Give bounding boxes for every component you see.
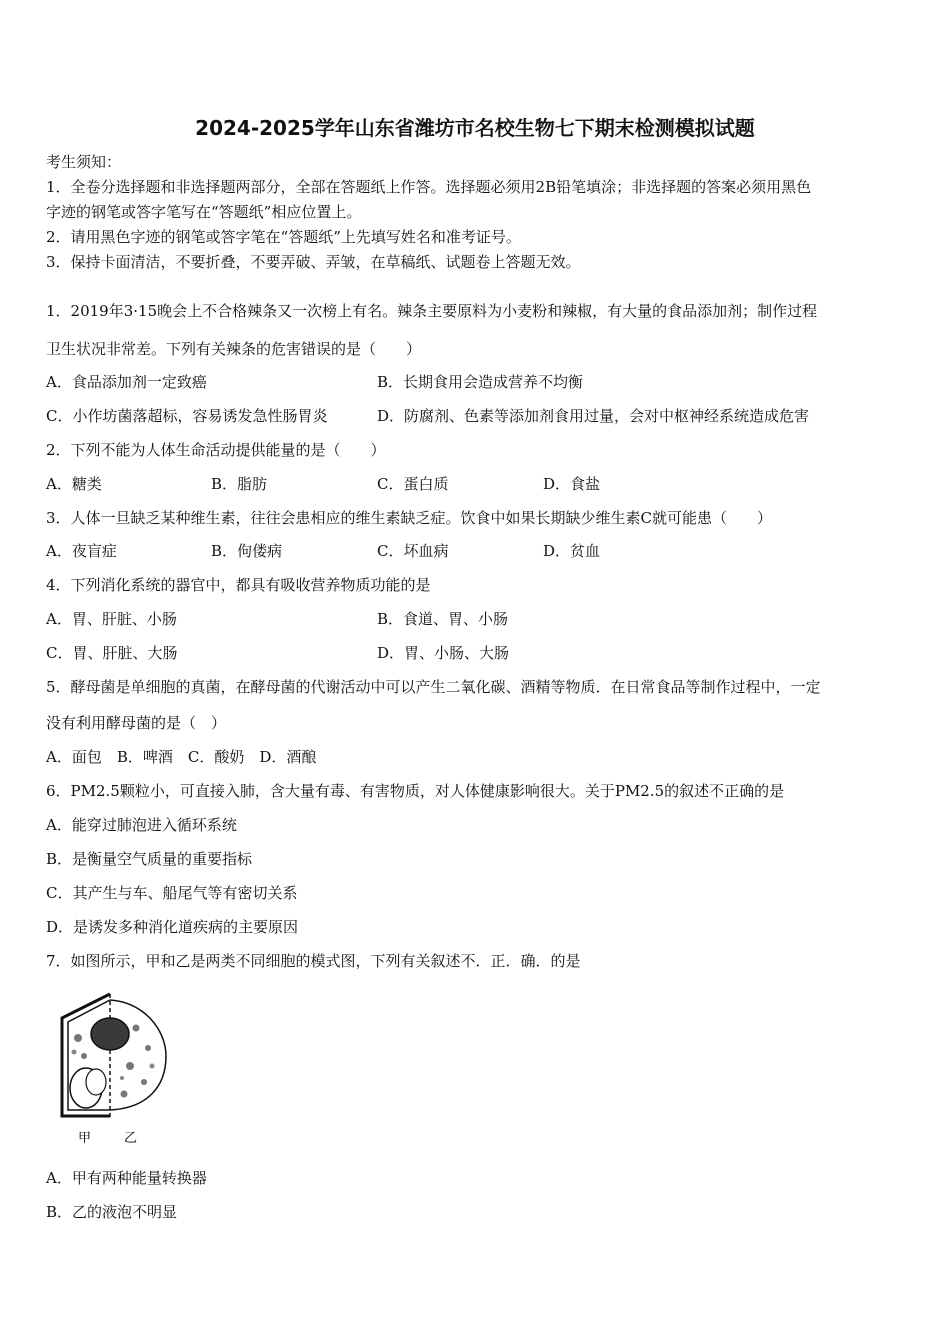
q3-stem: 3．人体一旦缺乏某种维生素，往往会患相应的维生素缺乏症。饮食中如果长期缺少维生素C就可能患（ ） [46, 509, 773, 527]
organelle [72, 1050, 77, 1055]
organelle [133, 1025, 140, 1032]
q6-option-b: B．是衡量空气质量的重要指标 [46, 850, 253, 868]
notice-heading: 考生须知： [46, 153, 122, 171]
q3-option-b: B．佝偻病 [211, 542, 283, 560]
q1-option-c: C．小作坊菌落超标，容易诱发急性肠胃炎 [46, 407, 328, 425]
q1-stem: 1．2019年3·15晚会上不合格辣条又一次榜上有名。辣条主要原料为小麦粉和辣椒，有大量的食品添加剂；制作过程 [46, 302, 818, 320]
organelle [74, 1034, 82, 1042]
q6-option-c: C．其产生与车、船尾气等有密切关系 [46, 884, 298, 902]
figure-label-left: 甲 [78, 1131, 92, 1146]
q2-option-c: C．蛋白质 [377, 475, 449, 493]
figure-label-right: 乙 [124, 1131, 138, 1146]
organelle [120, 1076, 124, 1080]
organelle [150, 1064, 155, 1069]
cell-membrane-right [110, 1000, 166, 1110]
q4-option-c: C．胃、肝脏、大肠 [46, 644, 178, 662]
organelle [81, 1053, 87, 1059]
q1-option-a: A．食品添加剂一定致癌 [46, 373, 207, 391]
q5-stem: 5．酵母菌是单细胞的真菌，在酵母菌的代谢活动中可以产生二氧化碳、酒精等物质．在日常食品等制作过程中，一定 [46, 678, 821, 696]
q3-option-d: D．贫血 [543, 542, 601, 560]
cell-diagram-svg [44, 990, 174, 1150]
q2-option-b: B．脂肪 [211, 475, 268, 493]
q5-stem-cont: 没有利用酵母菌的是（ ） [46, 714, 227, 732]
q1-stem-cont: 卫生状况非常差。下列有关辣条的危害错误的是（ ） [46, 340, 422, 358]
q6-stem: 6．PM2.5颗粒小，可直接入肺，含大量有毒、有害物质，对人体健康影响很大。关于PM2.5的叙述不正确的是 [46, 782, 785, 800]
q7-option-b: B．乙的液泡不明显 [46, 1203, 178, 1221]
cell-diagram [44, 990, 174, 1150]
q4-option-b: B．食道、胃、小肠 [377, 610, 509, 628]
q6-option-a: A．能穿过肺泡进入循环系统 [46, 816, 237, 834]
q2-stem: 2．下列不能为人体生命活动提供能量的是（ ） [46, 441, 386, 459]
notice-item: 3．保持卡面清洁，不要折叠，不要弄破、弄皱，在草稿纸、试题卷上答题无效。 [46, 253, 581, 271]
q3-option-c: C．坏血病 [377, 542, 449, 560]
q7-stem: 7．如图所示，甲和乙是两类不同细胞的模式图，下列有关叙述不．正．确．的是 [46, 952, 581, 970]
q1-option-b: B．长期食用会造成营养不均衡 [377, 373, 584, 391]
q4-option-a: A．胃、肝脏、小肠 [46, 610, 177, 628]
q7-option-a: A．甲有两种能量转换器 [46, 1169, 207, 1187]
q4-option-d: D．胃、小肠、大肠 [377, 644, 510, 662]
nucleus [91, 1018, 129, 1050]
q2-option-d: D．食盐 [543, 475, 601, 493]
organelle [145, 1045, 151, 1051]
notice-item: 2．请用黑色字迹的钢笔或答字笔在“答题纸”上先填写姓名和准考证号。 [46, 228, 521, 246]
organelle [121, 1091, 128, 1098]
notice-item: 字迹的钢笔或答字笔写在“答题纸”相应位置上。 [46, 203, 362, 221]
q5-options: A．面包 B．啤酒 C．酸奶 D．酒酿 [46, 748, 317, 766]
page-title: 2024-2025学年山东省潍坊市名校生物七下期末检测模拟试题 [195, 116, 755, 140]
organelle [126, 1062, 134, 1070]
organelle [141, 1079, 147, 1085]
chloroplast [86, 1069, 106, 1095]
q4-stem: 4．下列消化系统的器官中，都具有吸收营养物质功能的是 [46, 576, 431, 594]
notice-item: 1．全卷分选择题和非选择题两部分，全部在答题纸上作答。选择题必须用2B铅笔填涂；非选择题的答案必须用黑色 [46, 178, 812, 196]
q6-option-d: D．是诱发多种消化道疾病的主要原因 [46, 918, 299, 936]
q1-option-d: D．防腐剂、色素等添加剂食用过量，会对中枢神经系统造成危害 [377, 407, 810, 425]
q3-option-a: A．夜盲症 [46, 542, 117, 560]
q2-option-a: A．糖类 [46, 475, 102, 493]
